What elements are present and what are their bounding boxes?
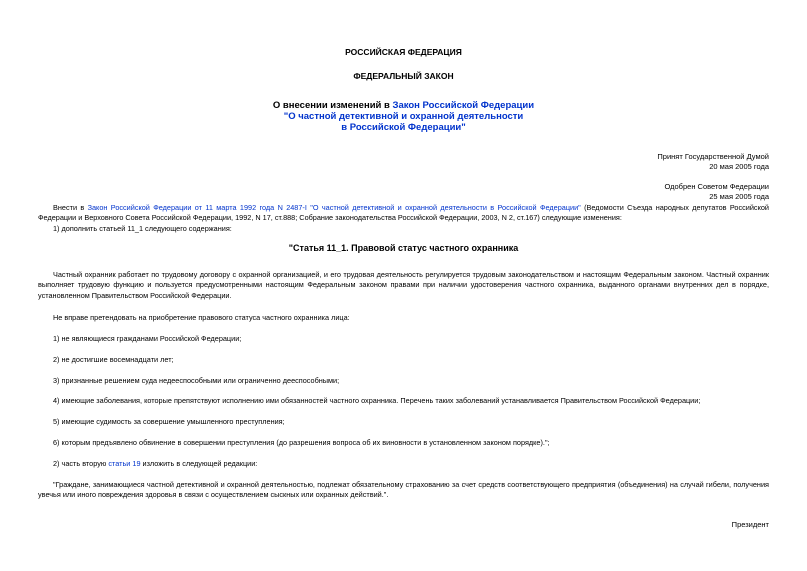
item-1: 1) дополнить статьей 11_1 следующего содержания:	[53, 224, 232, 233]
condition-1: 1) не являющиеся гражданами Российской Федерации;	[53, 334, 242, 343]
law-link-line3[interactable]: в Российской Федерации"	[341, 122, 466, 133]
quote-paragraph: "Граждане, занимающиеся частной детективной и охранной деятельностью, подлежат обязательному страхованию за счет средств соответствующего предприятия (объединения) на случай гибели, получения увечья или иного повреждения здоровья в связи с осуществлением сыскных или охранных действий.".	[38, 480, 769, 500]
intro-law-link[interactable]: Закон Российской Федерации от 11 марта 1992 года N 2487-I "О частной детективной и охранной деятельности в Российской Федерации"	[87, 203, 581, 212]
intro-suffix: (Ведомости Съезда народных депутатов Российской Федерации и Верховного Совета Российской Федерации, 1992, N 17, ст.888; Собрание законодательства Российской Федерации, 2003, N 2, ст.167) следующие изменения:	[38, 203, 769, 223]
item-2	[38, 459, 769, 469]
item2-prefix: 2) часть вторую	[53, 459, 109, 468]
approved-date: 25 мая 2005 года	[709, 192, 769, 201]
accepted-label: Принят Государственной Думой	[657, 152, 769, 161]
signature: Президент	[731, 520, 769, 529]
condition-5: 5) имеющие судимость за совершение умышленного преступления;	[53, 417, 285, 426]
item2-suffix: изложить в следующей редакции:	[140, 459, 258, 468]
condition-2: 2) не достигшие восемнадцати лет;	[53, 355, 174, 364]
condition-4: 4) имеющие заболевания, которые препятствуют исполнению ими обязанностей частного охранника. Перечень таких заболеваний устанавливается Правительством Российской Федерации;	[53, 396, 701, 405]
ineligible-intro: Не вправе претендовать на приобретение правового статуса частного охранника лица:	[53, 313, 350, 322]
law-link-line2[interactable]: "О частной детективной и охранной деятельности	[283, 111, 524, 122]
accepted-date: 20 мая 2005 года	[709, 162, 769, 171]
intro-paragraph	[38, 203, 769, 224]
law-title	[0, 100, 807, 133]
country-heading: РОССИЙСКАЯ ФЕДЕРАЦИЯ	[345, 47, 462, 57]
intro-prefix: Внести в	[53, 203, 88, 212]
article-title: "Статья 11_1. Правовой статус частного охранника	[288, 243, 519, 253]
adoption-duma	[657, 152, 769, 172]
approved-label: Одобрен Советом Федерации	[664, 182, 769, 191]
title-prefix: О внесении изменений в	[272, 100, 393, 111]
law-link[interactable]: Закон Российской Федерации	[392, 100, 535, 111]
doc-type-heading: ФЕДЕРАЛЬНЫЙ ЗАКОН	[353, 71, 454, 81]
adoption-council	[664, 182, 769, 202]
condition-3: 3) признанные решением суда недееспособными или ограниченно дееспособными;	[53, 376, 340, 385]
article-19-link[interactable]: статьи 19	[108, 459, 141, 468]
article-text: Частный охранник работает по трудовому договору с охранной организацией, и его трудовая деятельность регулируется трудовым законодательством и настоящим Федеральным законом. Частный охранник выполняет трудовую функцию и пользуется предусмотренными настоящим Федеральным законом правами при наличии удостоверения частного охранника, выданного органами внутренних дел в порядке, установленном Правительством Российской Федерации.	[38, 270, 769, 300]
condition-6: 6) которым предъявлено обвинение в совершении преступления (до разрешения вопроса об их виновности в установленном законом порядке).";	[53, 438, 550, 447]
